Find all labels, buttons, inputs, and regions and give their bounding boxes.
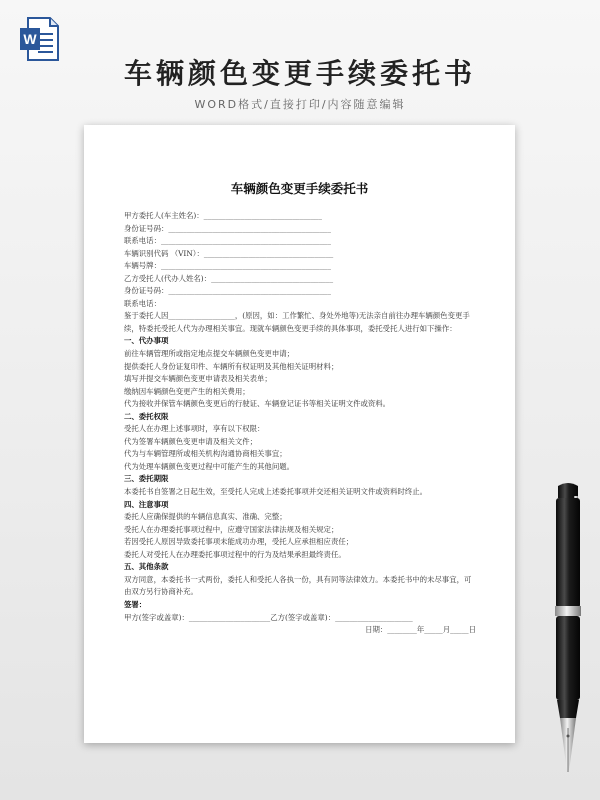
document-line: 代为签署车辆颜色变更申请及相关文件； [124, 436, 258, 446]
section-heading: 一、代办事项 [124, 336, 169, 346]
document-line: 车辆号牌：______________________________________________ [124, 261, 331, 271]
document-line: 甲方委托人(车主姓名)：________________________________ [124, 211, 322, 220]
document-line: 代为处理车辆颜色变更过程中可能产生的其他问题。 [124, 461, 294, 471]
document-line: 提供委托人身份证复印件、车辆所有权证明及其他相关证明材料； [124, 361, 339, 371]
document-line: 委托人对受托人在办理委托事项过程中的行为及结果承担最终责任。 [124, 549, 346, 559]
document-line: 前往车辆管理所或指定地点提交车辆颜色变更申请； [124, 349, 294, 359]
document-line: 双方同意，本委托书一式两份，委托人和受托人各执一份，具有同等法律效力。本委托书中的未尽事宜，可由双方另行协商补充。 [124, 574, 472, 597]
section-heading: 二、委托权限 [124, 411, 169, 421]
document-title: 车辆颜色变更手续委托书 [230, 181, 369, 196]
document-line: 身份证号码：____________________________________________ [124, 223, 331, 233]
word-icon-letter: W [23, 31, 37, 47]
page-subtitle: WORD格式/直接打印/内容随意编辑 [194, 98, 406, 111]
document-line: 填写并提交车辆颜色变更申请表及相关表单； [124, 374, 272, 384]
document-line: 联系电话：______________________________________________ [124, 236, 331, 246]
document-line: 鉴于委托人因__________________，(原因，如：工作繁忙、身处外地等)无法亲自前往办理车辆颜色变更手续，特委托受托人代为办理相关事宜。现就车辆颜色变更手续的具体事项，委托受托人进行如下操作： [124, 311, 470, 333]
document-line: 受托人在办理上述事项时，享有以下权限： [124, 424, 265, 434]
document-line: 车辆识别代码 （VIN）：___________________________________ [124, 248, 334, 258]
document-line: 若因受托人原因导致委托事项未能成功办理，受托人应承担相应责任； [124, 537, 354, 547]
fountain-pen-image [540, 480, 596, 776]
document-line: 甲方(签字或盖章)：______________________乙方(签字或盖章)：_____________________ [124, 612, 413, 622]
document-line: 乙方受托人(代办人姓名)：_________________________________ [124, 273, 334, 283]
document-line: 委托人应确保提供的车辆信息真实、准确、完整； [124, 512, 287, 522]
document-line: 代为与车辆管理所或相关机构沟通协商相关事宜； [124, 449, 287, 459]
section-heading: 三、委托期限 [124, 474, 169, 484]
document-line: 缴纳因车辆颜色变更产生的相关费用； [124, 386, 250, 396]
document-line: 代为接收并保管车辆颜色变更后的行驶证、车辆登记证书等相关证明文件或资料。 [124, 399, 391, 409]
section-heading: 五、其他条款 [124, 562, 169, 572]
document-line: 受托人在办理委托事项过程中，应遵守国家法律法规及相关规定； [124, 524, 339, 534]
section-heading: 签署： [124, 599, 147, 609]
document-body [124, 210, 476, 637]
page-title: 车辆颜色变更手续委托书 [123, 57, 476, 90]
document-paper [84, 125, 515, 743]
document-line: 联系电话： [124, 298, 161, 308]
section-heading: 四、注意事项 [124, 499, 169, 509]
document-line: 本委托书自签署之日起生效，至受托人完成上述委托事项并交还相关证明文件或资料时终止。 [124, 487, 428, 497]
date-line: 日期：________年_____月_____日 [365, 625, 476, 635]
document-line: 身份证号码：____________________________________________ [124, 286, 331, 296]
